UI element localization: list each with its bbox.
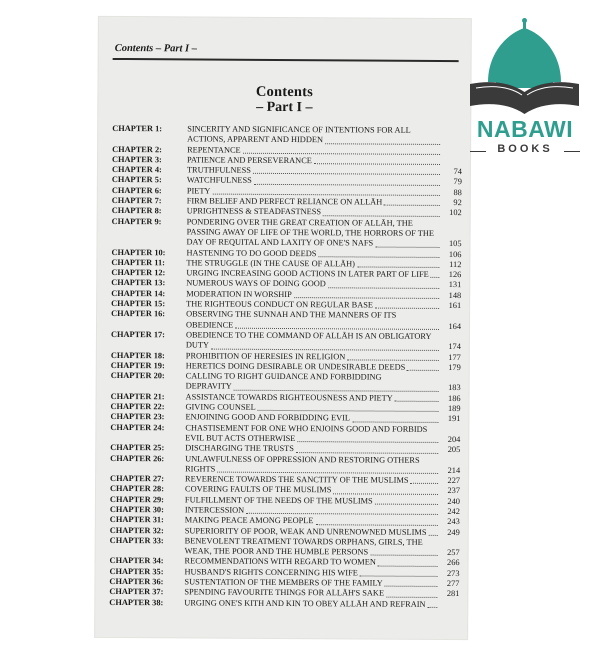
- dot-leader: [407, 370, 439, 371]
- chapter-label: CHAPTER 4:: [111, 165, 162, 175]
- dot-leader: [212, 194, 439, 196]
- chapter-title: URGING INCREASING GOOD ACTIONS IN LATER PART OF LIFE: [186, 268, 429, 280]
- dot-leader: [217, 472, 438, 474]
- chapter-label: CHAPTER 24:: [110, 422, 165, 432]
- chapter-label: CHAPTER 23:: [110, 412, 165, 422]
- chapter-label: CHAPTER 30:: [109, 504, 164, 515]
- chapter-title: WEAK, THE POOR AND THE HUMBLE PERSONS: [184, 546, 369, 557]
- chapter-title: INTERCESSION: [184, 505, 245, 515]
- toc-entry: [111, 330, 461, 353]
- chapter-label: CHAPTER 17:: [110, 329, 165, 340]
- chapter-title: BENEVOLENT TREATMENT TOWARDS ORPHANS, GIRLS, THE: [184, 536, 423, 547]
- chapter-label: CHAPTER 11:: [111, 257, 165, 268]
- running-head: Contents – Part I –: [114, 42, 198, 55]
- dot-leader: [254, 184, 440, 186]
- dot-leader: [375, 308, 439, 309]
- chapter-title: RIGHTS: [185, 464, 216, 474]
- chapter-label: CHAPTER 6:: [111, 185, 162, 196]
- page-number: 79: [453, 177, 462, 187]
- dot-leader: [411, 483, 439, 484]
- dot-leader: [315, 524, 437, 526]
- chapter-title: TRUTHFULNESS: [186, 165, 251, 175]
- page-number: 126: [448, 270, 462, 280]
- chapter-title: UNLAWFULNESS OF OPPRESSION AND RESTORING OTHERS: [185, 453, 420, 465]
- chapter-title: ACTIONS, APPARENT AND HIDDEN: [187, 134, 324, 145]
- dot-leader: [296, 452, 438, 454]
- toc-entry: [110, 453, 460, 476]
- chapter-title: WATCHFULNESS: [186, 175, 252, 186]
- dot-leader: [325, 143, 440, 145]
- chapter-title: MODERATION IN WORSHIP: [186, 289, 292, 299]
- dot-leader: [385, 586, 438, 587]
- chapter-label: CHAPTER 7:: [111, 196, 162, 206]
- page-number: 277: [446, 579, 460, 589]
- chapter-title: SPENDING FAVOURITE THINGS FOR ALLĀH'S SAKE: [184, 587, 385, 598]
- page-number: 266: [447, 558, 460, 568]
- chapter-label: CHAPTER 9:: [111, 216, 162, 226]
- dot-leader: [384, 205, 440, 206]
- header-rule: [113, 58, 459, 62]
- chapter-label: CHAPTER 26:: [110, 453, 165, 463]
- chapter-title: HERETICS DOING DESIRABLE OR UNDESIRABLE DEEDS: [185, 361, 406, 372]
- chapter-label: CHAPTER 8:: [111, 206, 162, 216]
- dot-leader: [395, 401, 439, 402]
- chapter-title: COVERING FAULTS OF THE MUSLIMS: [184, 484, 332, 495]
- page-number: 240: [447, 496, 460, 506]
- dot-leader: [347, 359, 439, 361]
- dot-leader: [246, 513, 438, 515]
- chapter-label: CHAPTER 36:: [109, 577, 164, 587]
- dot-leader: [258, 410, 439, 412]
- dot-leader: [352, 421, 438, 423]
- page-number: 161: [448, 301, 462, 311]
- chapter-title: DEPRAVITY: [185, 381, 232, 392]
- toc-entry: [112, 124, 462, 147]
- chapter-title: NUMEROUS WAYS OF DOING GOOD: [186, 278, 326, 289]
- chapter-title: UPRIGHTNESS & STEADFASTNESS: [186, 206, 322, 217]
- page-number: 183: [448, 383, 461, 393]
- chapter-label: CHAPTER 18:: [110, 350, 165, 360]
- chapter-title: OBSERVING THE SUNNAH AND THE MANNERS OF ITS: [186, 309, 397, 321]
- dot-leader: [323, 215, 440, 217]
- page-number: 88: [453, 187, 462, 197]
- chapter-title: ENJOINING GOOD AND FORBIDDING EVIL: [185, 412, 351, 423]
- dot-leader: [386, 596, 437, 597]
- chapter-title: HUSBAND'S RIGHTS CONCERNING HIS WIFE: [184, 567, 358, 578]
- dot-leader: [360, 576, 438, 577]
- dot-leader: [297, 441, 438, 443]
- chapter-title: RECOMMENDATIONS WITH REGARD TO WOMEN: [184, 556, 376, 568]
- chapter-label: CHAPTER 3:: [111, 154, 162, 165]
- brand-subtitle: BOOKS: [497, 143, 553, 155]
- chapter-label: CHAPTER 15:: [111, 298, 166, 309]
- book-page: [95, 17, 471, 639]
- chapter-label: CHAPTER 20:: [110, 371, 165, 381]
- brand-rule-right: [564, 151, 580, 152]
- chapter-title: EVIL BUT ACTS OTHERWISE: [185, 433, 296, 443]
- chapter-label: CHAPTER 22:: [110, 401, 165, 412]
- chapter-label: CHAPTER 16:: [111, 309, 166, 319]
- chapter-title: SUPERIORITY OF POOR, WEAK AND UNRENOWNED MUSLIMS: [184, 525, 427, 537]
- chapter-label: CHAPTER 34:: [109, 556, 164, 566]
- toc-entry: [111, 217, 461, 250]
- dot-leader: [243, 153, 440, 155]
- dot-leader: [328, 287, 439, 289]
- chapter-label: CHAPTER 13:: [111, 278, 166, 288]
- dot-leader: [234, 389, 439, 391]
- page-number: 112: [449, 259, 462, 269]
- page-number: 242: [447, 506, 460, 517]
- chapter-title: THE RIGHTEOUS CONDUCT ON REGULAR BASE: [186, 299, 374, 310]
- chapter-label: CHAPTER 29:: [109, 494, 164, 504]
- page-number: 205: [447, 445, 461, 455]
- chapter-label: CHAPTER 25:: [110, 443, 165, 453]
- chapter-title: ASSISTANCE TOWARDS RIGHTEOUSNESS AND PIETY: [185, 392, 393, 403]
- chapter-title: SINCERITY AND SIGNIFICANCE OF INTENTIONS FOR ALL: [187, 124, 411, 135]
- page-number: 74: [453, 167, 462, 177]
- chapter-title: SUSTENTATION OF THE MEMBERS OF THE FAMILY: [184, 577, 383, 588]
- dot-leader: [211, 348, 439, 350]
- dot-leader: [314, 163, 440, 165]
- chapter-title: GIVING COUNSEL: [185, 402, 256, 412]
- toc-entry: [110, 536, 460, 559]
- page-number: 177: [448, 352, 461, 362]
- dot-leader: [333, 493, 438, 495]
- chapter-label: CHAPTER 38:: [109, 597, 164, 607]
- chapter-label: CHAPTER 19:: [110, 360, 165, 371]
- chapter-label: CHAPTER 1:: [112, 123, 163, 134]
- page-subtitle: – Part I –: [256, 99, 313, 116]
- dot-leader: [370, 555, 438, 556]
- brand-name: NABAWI: [476, 116, 574, 142]
- page-number: 92: [453, 198, 462, 208]
- chapter-label: CHAPTER 12:: [111, 268, 166, 278]
- chapter-title: URGING ONE'S KITH AND KIN TO OBEY ALLĀH AND REFRAIN: [184, 598, 426, 609]
- chapter-label: CHAPTER 10:: [111, 247, 166, 257]
- chapter-label: CHAPTER 21:: [110, 391, 165, 401]
- page-number: 243: [447, 517, 460, 527]
- page-number: 204: [447, 434, 461, 444]
- page-number: 164: [448, 321, 462, 331]
- chapter-title: PASSING AWAY OF LIFE OF THE WORLD, THE HORRORS OF THE: [186, 227, 435, 238]
- chapter-label: CHAPTER 28:: [109, 484, 165, 494]
- page-number: 191: [447, 414, 461, 424]
- chapter-label: CHAPTER 35:: [109, 566, 164, 577]
- chapter-title: PONDERING OVER THE GREAT CREATION OF ALLĀH, THE: [186, 217, 413, 228]
- dot-leader: [235, 328, 439, 330]
- dot-leader: [318, 256, 439, 258]
- toc-entry: [111, 309, 461, 332]
- mosque-dome-book-icon: [466, 18, 584, 116]
- chapter-title: DAY OF REQUITAL AND LAXITY OF ONE'S NAFS: [186, 237, 374, 248]
- chapter-label: CHAPTER 33:: [109, 535, 164, 546]
- dot-leader: [294, 297, 439, 299]
- chapter-title: FIRM BELIEF AND PERFECT RELIANCE ON ALLĀH: [186, 196, 383, 207]
- page-number: 281: [446, 589, 460, 599]
- chapter-title: FULFILLMENT OF THE NEEDS OF THE MUSLIMS: [184, 495, 373, 506]
- page-number: 214: [447, 465, 461, 475]
- page-number: 273: [446, 568, 460, 578]
- page-number: 148: [448, 290, 462, 300]
- page-number: 186: [448, 393, 461, 403]
- page-number: 227: [447, 476, 461, 486]
- chapter-title: PATIENCE AND PERSEVERANCE: [186, 155, 312, 166]
- chapter-title: DUTY: [185, 340, 210, 350]
- dot-leader: [428, 607, 438, 608]
- toc-entry: [110, 423, 460, 446]
- chapter-title: THE STRUGGLE (IN THE CAUSE OF ALLĀH): [186, 258, 355, 269]
- chapter-label: CHAPTER 2:: [112, 144, 162, 154]
- table-of-contents: [109, 124, 462, 610]
- dot-leader: [378, 565, 438, 566]
- chapter-title: REVERENCE TOWARDS THE SANCTITY OF THE MUSLIMS: [185, 474, 409, 485]
- nabawi-books-logo: [466, 18, 584, 168]
- dot-leader: [357, 267, 439, 269]
- page-number: 237: [447, 486, 461, 496]
- dot-leader: [431, 277, 440, 278]
- chapter-title: REPENTANCE: [187, 145, 241, 155]
- dot-leader: [375, 246, 439, 247]
- page-number: 257: [447, 548, 460, 558]
- page-number: 249: [447, 527, 460, 537]
- toc-entry: [111, 371, 461, 394]
- chapter-title: MAKING PEACE AMONG PEOPLE: [184, 515, 314, 526]
- chapter-title: CALLING TO RIGHT GUIDANCE AND FORBIDDING: [185, 371, 382, 382]
- chapter-title: OBEDIENCE: [185, 320, 234, 330]
- chapter-label: CHAPTER 27:: [110, 474, 165, 484]
- chapter-title: CHASTISEMENT FOR ONE WHO ENJOINS GOOD AND FORBIDS: [185, 423, 428, 434]
- chapter-label: CHAPTER 37:: [109, 587, 164, 597]
- chapter-title: HASTENING TO DO GOOD DEEDS: [186, 247, 317, 258]
- chapter-title: PIETY: [186, 186, 211, 196]
- dot-leader: [253, 173, 440, 175]
- dot-leader: [375, 504, 438, 505]
- chapter-label: CHAPTER 31:: [109, 515, 164, 525]
- page-title: Contents: [255, 83, 314, 101]
- page-number: 189: [447, 404, 461, 414]
- page-number: 102: [449, 208, 462, 218]
- chapter-label: CHAPTER 5:: [111, 175, 162, 185]
- dot-leader: [428, 535, 437, 536]
- page-number: 174: [448, 342, 461, 352]
- chapter-title: OBEDIENCE TO THE COMMAND OF ALLĀH IS AN OBLIGATORY: [185, 330, 432, 341]
- chapter-label: CHAPTER 14:: [111, 288, 166, 299]
- chapter-title: PROHIBITION OF HERESIES IN RELIGION: [185, 350, 346, 361]
- toc-entry: [109, 598, 459, 610]
- page-number: 106: [448, 249, 462, 259]
- chapter-title: DISCHARGING THE TRUSTS: [185, 443, 294, 454]
- chapter-label: CHAPTER 32:: [109, 525, 164, 535]
- page-number: 105: [448, 239, 462, 249]
- page-number: 131: [448, 280, 462, 290]
- page-number: 179: [448, 362, 461, 372]
